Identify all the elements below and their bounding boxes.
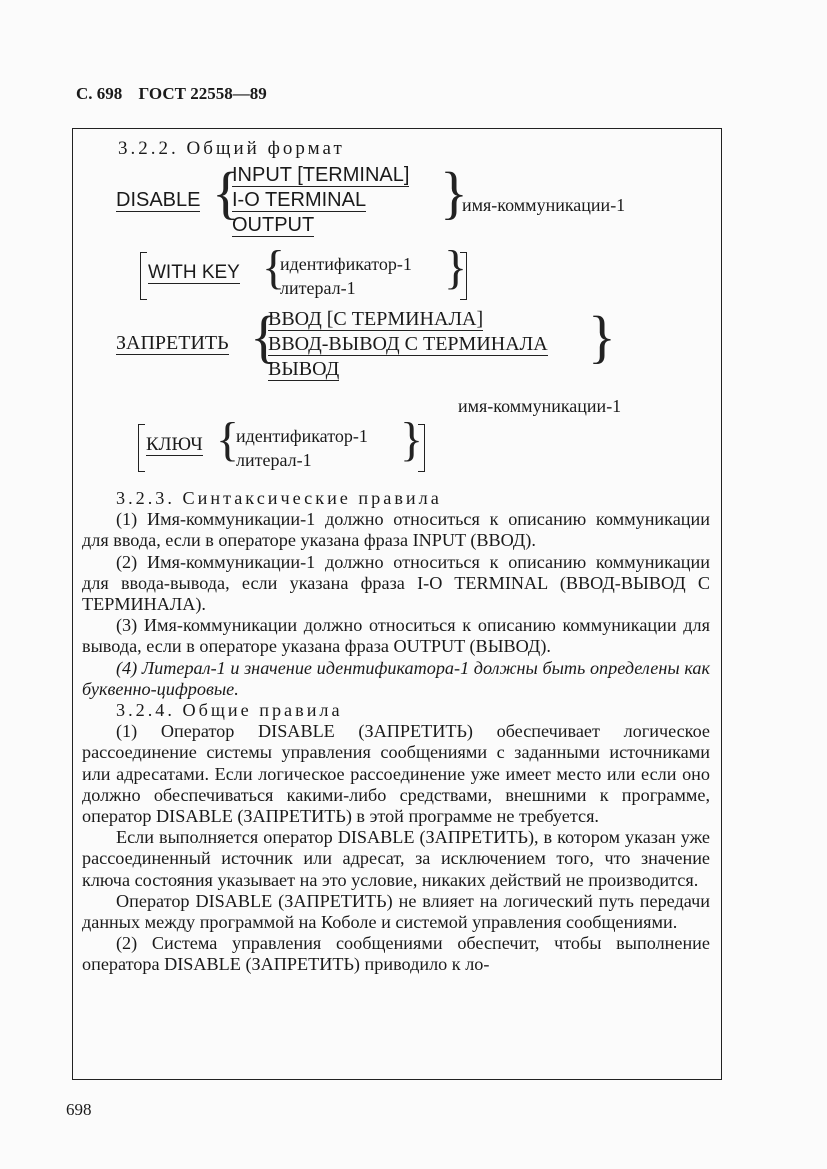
- left-bracket: [138, 424, 145, 472]
- option-input-terminal: INPUT [TERMINAL]: [232, 164, 410, 186]
- right-brace: }: [400, 413, 424, 466]
- page-label: С. 698: [76, 84, 123, 103]
- general-paragraph-2: Если выполняется оператор DISABLE (ЗАПРЕТИТЬ), в котором указан уже рассоединенный источник или адресат, за исключением того, что значение ключа состояния указывает на это условие, никаких действий не производится.: [82, 827, 710, 890]
- klyuch: КЛЮЧ: [146, 434, 203, 455]
- keyword-disable: DISABLE: [116, 189, 201, 211]
- identifier-ru: идентификатор-1: [236, 426, 368, 446]
- right-brace: }: [444, 241, 468, 294]
- option-vvod-vyvod: ВВОД-ВЫВОД С ТЕРМИНАЛА: [268, 333, 548, 355]
- general-rule-1: (1) Оператор DISABLE (ЗАПРЕТИТЬ) обеспечивает логическое рассоединение системы управления сообщениями с заданными источниками или адресатами. Если логическое рассоединение уже имеет место или если оно должно обеспечиваться какими-либо средствами, внешними к программе, оператор DISABLE (ЗАПРЕТИТЬ) в этой программе не требуется.: [82, 721, 710, 827]
- comm-name: имя-коммуникации-1: [462, 195, 626, 215]
- page-header: [76, 84, 279, 104]
- right-bracket: [460, 252, 467, 300]
- page-number: 698: [66, 1100, 92, 1119]
- general-heading: 3.2.4. Общие правила: [116, 700, 343, 721]
- comm-name-ru: имя-коммуникации-1: [458, 396, 622, 416]
- left-brace: {: [212, 160, 240, 225]
- right-brace: }: [588, 304, 616, 369]
- option-vyvod: ВЫВОД: [268, 358, 340, 380]
- with-key: WITH KEY: [148, 262, 240, 283]
- option-io-terminal: I-O TERMINAL: [232, 189, 367, 211]
- general-rule-2: (2) Система управления сообщениями обеспечит, чтобы выполнение оператора DISABLE (ЗАПРЕТИТЬ) приводило к ло-: [82, 933, 710, 975]
- syntax-rule-1: (1) Имя-коммуникации-1 должно относиться к описанию коммуникации для ввода, если в операторе указана фраза INPUT (ВВОД).: [82, 509, 710, 551]
- option-vvod-terminal: ВВОД [С ТЕРМИНАЛА]: [268, 308, 484, 330]
- literal-ru: литерал-1: [236, 450, 312, 470]
- syntax-rules: [82, 488, 710, 976]
- syntax-rule-2: (2) Имя-коммуникации-1 должно относиться к описанию коммуникации для ввода-вывода, если указана фраза I-O TERMINAL (ВВОД-ВЫВОД С ТЕРМИНАЛА).: [82, 551, 710, 615]
- literal: литерал-1: [280, 278, 356, 298]
- keyword-zapretit: ЗАПРЕТИТЬ: [116, 332, 229, 354]
- standard-label: ГОСТ 22558—89: [138, 84, 267, 103]
- left-brace: {: [262, 241, 286, 294]
- syntax-heading: 3.2.3. Синтаксические правила: [116, 488, 442, 508]
- left-brace: {: [250, 304, 278, 369]
- format-title: 3.2.2. Общий формат: [118, 138, 345, 159]
- option-output: OUTPUT: [232, 214, 315, 236]
- general-paragraph-3: Оператор DISABLE (ЗАПРЕТИТЬ) не влияет на логический путь передачи данных между программой на Коболе и системой управления сообщениями.: [82, 890, 710, 933]
- left-bracket: [140, 252, 147, 300]
- right-bracket: [418, 424, 425, 472]
- syntax-rule-4: (4) Литерал-1 и значение идентификатора-1 должны быть определены как буквенно-цифровые.: [82, 657, 710, 699]
- right-brace: }: [440, 160, 468, 225]
- identifier: идентификатор-1: [280, 254, 412, 274]
- left-brace: {: [216, 413, 240, 466]
- syntax-rule-3: (3) Имя-коммуникации должно относиться к описанию коммуникации для вывода, если в операторе указана фраза OUTPUT (ВЫВОД).: [82, 615, 710, 657]
